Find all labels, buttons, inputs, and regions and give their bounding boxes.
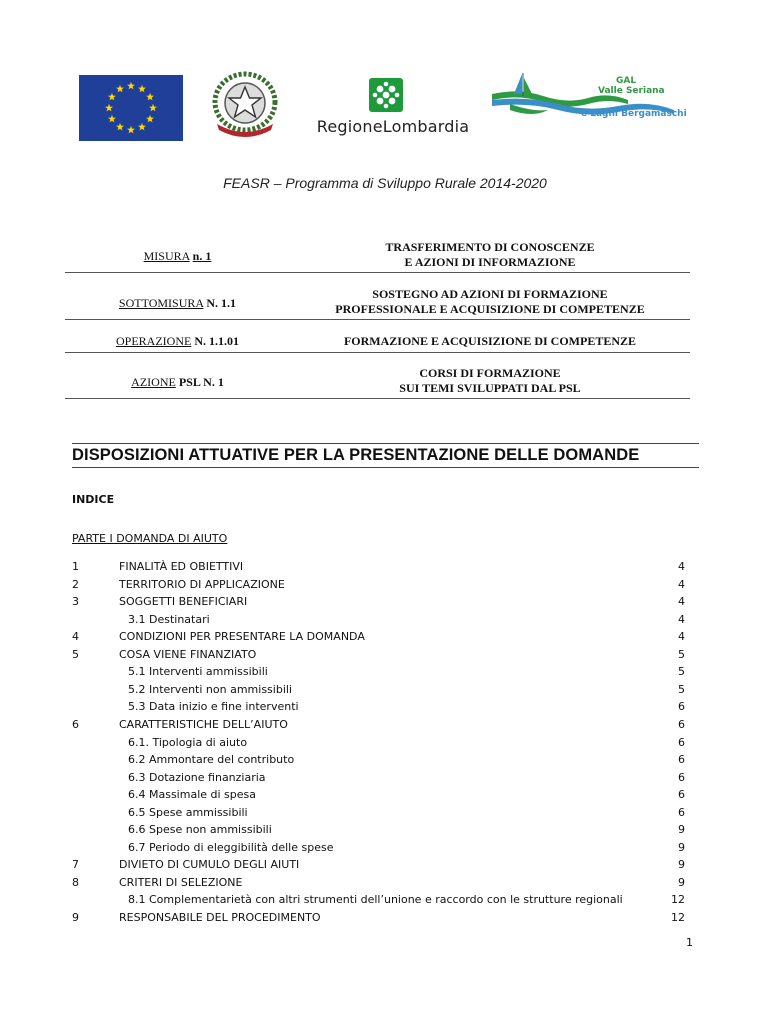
toc-entry-number: 6 xyxy=(72,717,79,731)
toc-entry-number: 1 xyxy=(72,560,79,573)
eu-star-icon xyxy=(116,85,124,93)
eu-star-icon xyxy=(138,123,146,131)
toc-entry-title: 6.7 Periodo di eleggibilità delle spese xyxy=(128,840,334,854)
eu-star-icon xyxy=(108,93,116,101)
toc-entry-page: 5 xyxy=(678,665,685,679)
toc-entry xyxy=(72,911,685,929)
toc-entry-title: TERRITORIO DI APPLICAZIONE xyxy=(119,577,285,591)
toc-entry-page: 4 xyxy=(678,560,685,573)
eu-star-icon xyxy=(149,104,157,112)
measure-description: FORMAZIONE E ACQUISIZIONE DI COMPETENZE xyxy=(343,334,637,348)
toc-entry xyxy=(72,630,685,648)
toc-entry-title: 3.1 Destinatari xyxy=(128,612,210,626)
eu-star-icon xyxy=(138,85,146,93)
toc-entry-page: 12 xyxy=(671,893,685,907)
measure-description: TRASFERIMENTO DI CONOSCENZE E AZIONI DI INFORMAZIONE xyxy=(385,240,595,269)
toc-entry xyxy=(72,665,685,683)
toc-entry-page: 6 xyxy=(678,770,685,784)
toc-entry-title: 6.4 Massimale di spesa xyxy=(128,788,257,802)
toc-entry xyxy=(72,823,685,841)
toc-entry-number: 7 xyxy=(72,858,79,872)
toc-entry xyxy=(72,595,685,613)
toc-entry-number: 4 xyxy=(72,630,79,644)
toc-entry-page: 6 xyxy=(678,717,685,731)
toc-entry-title: CONDIZIONI PER PRESENTARE LA DOMANDA xyxy=(119,630,365,644)
toc-entry xyxy=(72,753,685,771)
toc-entry xyxy=(72,613,685,631)
toc-entry-title: 6.3 Dotazione finanziaria xyxy=(128,770,266,784)
toc-entry-number: 3 xyxy=(72,595,79,609)
toc-entry xyxy=(72,736,685,754)
measure-label: MISURA n. 1 xyxy=(143,249,212,263)
toc-entry-page: 9 xyxy=(678,823,685,837)
toc-entry xyxy=(72,806,685,824)
measure-description: SOSTEGNO AD AZIONI DI FORMAZIONE PROFESSIONALE E ACQUISIZIONE DI COMPETENZE xyxy=(335,287,645,316)
toc-entry xyxy=(72,858,685,876)
toc-entry-title: 6.5 Spese ammissibili xyxy=(128,805,248,819)
toc-entry-page: 6 xyxy=(678,805,685,819)
toc-entry xyxy=(72,893,685,911)
toc-entry-title: 5.2 Interventi non ammissibili xyxy=(128,682,292,696)
toc-entry-page: 6 xyxy=(678,700,685,714)
toc-entry-title: 5.3 Data inizio e fine interventi xyxy=(128,700,299,714)
eu-star-icon xyxy=(127,82,135,90)
toc-entry-page: 12 xyxy=(671,911,685,924)
toc-entry-title: COSA VIENE FINANZIATO xyxy=(119,647,257,661)
measure-row-operazione xyxy=(65,332,690,353)
eu-star-icon xyxy=(105,104,113,112)
toc-entry xyxy=(72,718,685,736)
toc-entry-number: 9 xyxy=(72,911,79,924)
toc-entry-title: 6.6 Spese non ammissibili xyxy=(128,823,272,837)
toc-entry xyxy=(72,578,685,596)
toc-entry-page: 6 xyxy=(678,735,685,749)
toc-entry-page: 5 xyxy=(678,647,685,661)
toc-entry-page: 4 xyxy=(678,630,685,644)
eu-star-icon xyxy=(108,115,116,123)
eu-flag-logo xyxy=(79,75,183,141)
measure-row-misura xyxy=(65,238,690,273)
gal-label: GAL xyxy=(616,76,637,86)
gal-landscape-icon xyxy=(488,70,708,130)
toc-entry xyxy=(72,700,685,718)
toc-entry xyxy=(72,841,685,859)
eu-stars-icon xyxy=(79,75,183,141)
eu-star-icon xyxy=(146,93,154,101)
toc-entry-page: 5 xyxy=(678,682,685,696)
part-title: PARTE I DOMANDA DI AIUTO xyxy=(72,532,228,545)
toc-entry-title: DIVIETO DI CUMULO DEGLI AIUTI xyxy=(119,858,300,872)
measure-row-azione xyxy=(65,364,690,399)
measure-description: CORSI DI FORMAZIONE SUI TEMI SVILUPPATI DAL PSL xyxy=(399,366,581,395)
eu-star-icon xyxy=(116,123,124,131)
toc-entry-number: 2 xyxy=(72,577,79,591)
toc-entry xyxy=(72,683,685,701)
measure-label: AZIONE PSL N. 1 xyxy=(131,375,224,389)
regione-lombardia-mark-icon xyxy=(369,78,403,112)
toc-entry-page: 9 xyxy=(678,875,685,889)
toc-entry-title: CRITERI DI SELEZIONE xyxy=(119,875,243,889)
toc-entry xyxy=(72,788,685,806)
regione-lombardia-name: RegioneLombardia xyxy=(316,117,470,136)
toc-entry-title: 5.1 Interventi ammissibili xyxy=(128,665,268,679)
toc-entry-title: RESPONSABILE DEL PROCEDIMENTO xyxy=(119,911,321,924)
toc-entry xyxy=(72,648,685,666)
toc-entry xyxy=(72,771,685,789)
toc-entry-number: 8 xyxy=(72,875,79,889)
eu-star-icon xyxy=(127,126,135,134)
toc-entry-page: 4 xyxy=(678,612,685,626)
toc-entry-title: 8.1 Complementarietà con altri strumenti dell’unione e raccordo con le strutture regionali xyxy=(128,893,623,907)
italian-republic-emblem xyxy=(207,70,283,138)
gal-valle-seriana-label: Valle Seriana xyxy=(598,86,665,96)
program-title: FEASR – Programma di Sviluppo Rurale 2014-2020 xyxy=(223,175,547,191)
toc-entry-number: 5 xyxy=(72,647,79,661)
toc-entry xyxy=(72,876,685,894)
toc-entry-title: 6.1. Tipologia di aiuto xyxy=(128,735,248,749)
toc-entry-title: CARATTERISTICHE DELL’AIUTO xyxy=(119,717,288,731)
toc-entry-title: FINALITÀ ED OBIETTIVI xyxy=(119,560,244,573)
index-title: INDICE xyxy=(72,493,115,506)
eu-star-icon xyxy=(146,115,154,123)
toc-entry-title: SOGGETTI BENEFICIARI xyxy=(119,595,248,609)
toc-entry-page: 4 xyxy=(678,577,685,591)
measure-label: OPERAZIONE N. 1.1.01 xyxy=(116,334,239,348)
regione-lombardia-logo xyxy=(313,78,473,140)
toc-entry-title: 6.2 Ammontare del contributo xyxy=(128,753,295,767)
toc-entry-page: 6 xyxy=(678,788,685,802)
gal-laghi-label: e Laghi Bergamaschi xyxy=(581,109,687,119)
toc-entry-page: 9 xyxy=(678,858,685,872)
main-heading: DISPOSIZIONI ATTUATIVE PER LA PRESENTAZIONE DELLE DOMANDE xyxy=(72,443,699,468)
page-number: 1 xyxy=(686,936,693,949)
toc-entry-page: 4 xyxy=(678,595,685,609)
gal-valle-seriana-logo xyxy=(488,70,708,130)
toc-entry xyxy=(72,560,685,578)
toc-entry-page: 6 xyxy=(678,753,685,767)
measure-label: SOTTOMISURA N. 1.1 xyxy=(118,296,237,310)
toc-entry-page: 9 xyxy=(678,840,685,854)
measure-row-sottomisura xyxy=(65,285,690,320)
